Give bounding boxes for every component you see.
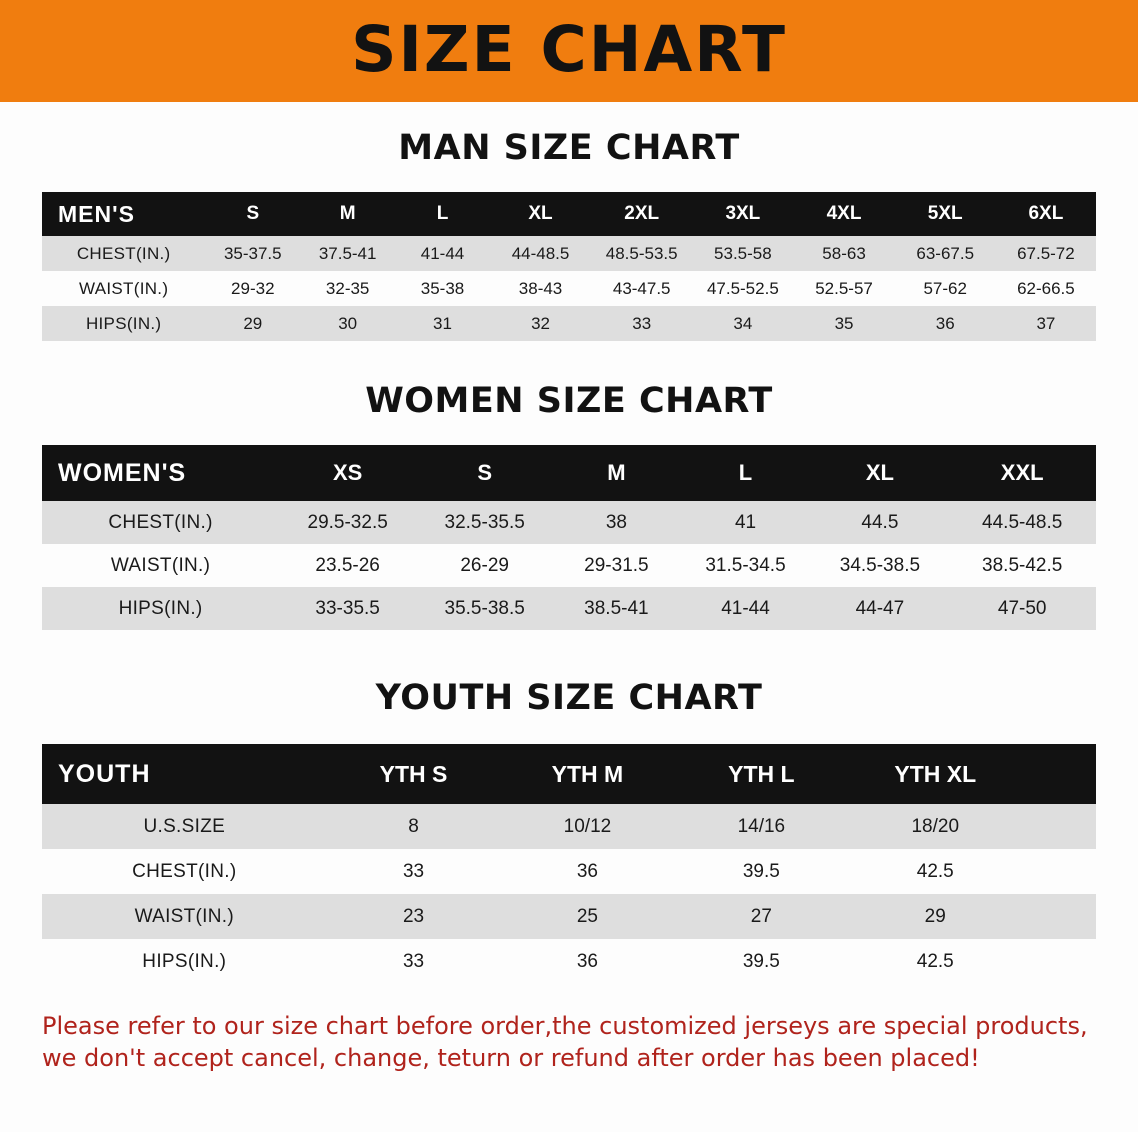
man-row-0-cell-3: 44-48.5 bbox=[511, 243, 570, 263]
women-size-table bbox=[42, 445, 1096, 630]
women-row-1-cell-3: 31.5-34.5 bbox=[705, 554, 786, 576]
women-header-cell-5: XL bbox=[865, 460, 894, 485]
table-row bbox=[42, 501, 1096, 544]
man-row-1-cell-8: 62-66.5 bbox=[1017, 278, 1075, 298]
youth-table-wrapper bbox=[0, 744, 1138, 984]
women-row-2-label: HIPS(IN.) bbox=[118, 597, 203, 619]
women-row-0-label: CHEST(IN.) bbox=[108, 511, 213, 533]
women-row-1-cell-4: 34.5-38.5 bbox=[839, 554, 921, 576]
women-row-2-cell-0: 33-35.5 bbox=[315, 597, 380, 619]
youth-row-0-label: U.S.SIZE bbox=[143, 815, 226, 837]
man-row-0-cell-6: 58-63 bbox=[822, 243, 866, 263]
youth-row-0-cell-3: 18/20 bbox=[911, 815, 960, 837]
youth-row-0-cell-1: 10/12 bbox=[563, 815, 612, 837]
man-row-0-cell-1: 37.5-41 bbox=[318, 243, 377, 263]
man-row-2-cell-3: 32 bbox=[531, 313, 550, 333]
man-header-cell-9: 6XL bbox=[1028, 203, 1064, 224]
youth-row-1-cell-1: 36 bbox=[576, 860, 598, 882]
women-table-wrapper bbox=[0, 445, 1138, 630]
women-row-0-cell-4: 44.5 bbox=[861, 511, 899, 533]
women-row-0-cell-3: 41 bbox=[734, 511, 757, 533]
youth-size-table bbox=[42, 744, 1096, 984]
youth-row-2-cell-3: 29 bbox=[924, 905, 946, 927]
man-table-head bbox=[42, 192, 1096, 236]
youth-row-0-cell-2: 14/16 bbox=[737, 815, 786, 837]
page-title: SIZE CHART bbox=[351, 12, 787, 86]
women-row-2-cell-1: 35.5-38.5 bbox=[444, 597, 525, 619]
women-row-2-cell-3: 41-44 bbox=[721, 597, 770, 619]
man-header-cell-3: L bbox=[436, 203, 449, 224]
man-header-cell-8: 5XL bbox=[927, 203, 963, 224]
youth-row-0-spacer bbox=[1022, 804, 1096, 849]
youth-row-2-spacer bbox=[1022, 894, 1096, 939]
man-row-2-cell-6: 35 bbox=[834, 313, 854, 333]
man-row-2-cell-8: 37 bbox=[1036, 313, 1056, 333]
women-row-0-cell-2: 38 bbox=[605, 511, 627, 533]
disclaimer-line-1: Please refer to our size chart before order,the customized jerseys are special products, bbox=[42, 1012, 1088, 1040]
youth-section-title: YOUTH SIZE CHART bbox=[375, 678, 763, 718]
table-row bbox=[42, 587, 1096, 630]
man-row-1-cell-5: 47.5-52.5 bbox=[706, 278, 779, 298]
man-header-cell-6: 3XL bbox=[725, 203, 761, 224]
man-header-cell-2: M bbox=[339, 203, 356, 224]
man-header-cell-7: 4XL bbox=[826, 203, 862, 224]
man-row-2-cell-4: 33 bbox=[632, 313, 652, 333]
man-row-2-cell-0: 29 bbox=[243, 313, 263, 333]
man-row-2-cell-2: 31 bbox=[433, 313, 452, 333]
man-row-1-cell-3: 38-43 bbox=[518, 278, 563, 298]
man-table-wrapper bbox=[0, 192, 1138, 341]
women-row-1-cell-0: 23.5-26 bbox=[315, 554, 380, 576]
youth-row-3-cell-3: 42.5 bbox=[916, 950, 954, 972]
women-header-cell-3: M bbox=[607, 460, 626, 485]
youth-row-2-cell-1: 25 bbox=[576, 905, 598, 927]
youth-row-1-cell-0: 33 bbox=[402, 860, 425, 882]
man-row-2-cell-1: 30 bbox=[338, 313, 358, 333]
women-row-0-cell-0: 29.5-32.5 bbox=[307, 511, 388, 533]
youth-row-1-spacer bbox=[1022, 849, 1096, 894]
youth-header-spacer bbox=[1022, 744, 1096, 804]
man-row-0-cell-2: 41-44 bbox=[420, 243, 465, 263]
youth-row-2-cell-0: 23 bbox=[402, 905, 425, 927]
women-table-body bbox=[42, 501, 1096, 630]
table-row bbox=[42, 236, 1096, 271]
women-row-0-cell-1: 32.5-35.5 bbox=[444, 511, 525, 533]
man-header-cell-4: XL bbox=[528, 203, 553, 224]
women-row-1-label: WAIST(IN.) bbox=[110, 554, 211, 576]
table-row bbox=[42, 894, 1096, 939]
man-row-2-cell-7: 36 bbox=[935, 313, 955, 333]
youth-header-row bbox=[42, 744, 1096, 804]
youth-header-cell-1: YTH S bbox=[379, 760, 448, 787]
man-header-row bbox=[42, 192, 1096, 236]
youth-header-cell-0: YOUTH bbox=[58, 759, 151, 788]
man-row-0-cell-4: 48.5-53.5 bbox=[605, 243, 678, 263]
man-row-1-label: WAIST(IN.) bbox=[79, 278, 169, 298]
man-header-cell-1: S bbox=[246, 203, 260, 224]
man-table-body bbox=[42, 236, 1096, 341]
youth-row-3-label: HIPS(IN.) bbox=[142, 950, 227, 972]
women-header-cell-2: S bbox=[477, 460, 492, 485]
man-row-2-label: HIPS(IN.) bbox=[85, 313, 162, 333]
women-table-head bbox=[42, 445, 1096, 501]
youth-row-1-cell-2: 39.5 bbox=[742, 860, 780, 882]
youth-row-3-cell-0: 33 bbox=[402, 950, 425, 972]
table-row bbox=[42, 271, 1096, 306]
table-row bbox=[42, 544, 1096, 587]
women-header-cell-1: XS bbox=[332, 460, 363, 485]
youth-row-0-cell-0: 8 bbox=[408, 815, 419, 837]
man-row-0-label: CHEST(IN.) bbox=[76, 243, 171, 263]
disclaimer-note bbox=[42, 1010, 1096, 1075]
youth-row-3-cell-2: 39.5 bbox=[742, 950, 780, 972]
man-header-cell-5: 2XL bbox=[624, 203, 660, 224]
man-row-1-cell-6: 52.5-57 bbox=[815, 278, 873, 298]
man-header-cell-0: MEN'S bbox=[58, 200, 135, 227]
youth-header-cell-3: YTH L bbox=[728, 760, 795, 787]
women-header-cell-6: XXL bbox=[1000, 460, 1044, 485]
table-row bbox=[42, 804, 1096, 849]
youth-row-2-label: WAIST(IN.) bbox=[134, 905, 234, 927]
man-row-1-cell-4: 43-47.5 bbox=[612, 278, 671, 298]
man-row-1-cell-1: 32-35 bbox=[325, 278, 370, 298]
women-row-2-cell-4: 44-47 bbox=[855, 597, 905, 619]
man-row-0-cell-7: 63-67.5 bbox=[916, 243, 975, 263]
women-row-1-cell-5: 38.5-42.5 bbox=[982, 554, 1063, 576]
man-row-0-cell-8: 67.5-72 bbox=[1017, 243, 1075, 263]
man-row-0-cell-5: 53.5-58 bbox=[714, 243, 772, 263]
youth-table-head bbox=[42, 744, 1096, 804]
youth-row-1-label: CHEST(IN.) bbox=[132, 860, 237, 882]
man-row-0-cell-0: 35-37.5 bbox=[223, 243, 282, 263]
women-header-row bbox=[42, 445, 1096, 501]
table-row bbox=[42, 939, 1096, 984]
disclaimer-line-2: we don't accept cancel, change, teturn or refund after order has been placed! bbox=[42, 1044, 980, 1073]
youth-header-cell-2: YTH M bbox=[551, 760, 624, 787]
youth-row-1-cell-3: 42.5 bbox=[916, 860, 954, 882]
women-row-2-cell-2: 38.5-41 bbox=[584, 597, 649, 619]
women-header-cell-4: L bbox=[738, 460, 753, 485]
table-row bbox=[42, 849, 1096, 894]
women-row-0-cell-5: 44.5-48.5 bbox=[982, 511, 1063, 533]
page-banner bbox=[0, 0, 1138, 102]
man-section-title: MAN SIZE CHART bbox=[398, 128, 740, 168]
women-row-2-cell-5: 47-50 bbox=[997, 597, 1047, 619]
youth-row-3-cell-1: 36 bbox=[576, 950, 598, 972]
man-row-2-cell-5: 34 bbox=[733, 313, 753, 333]
man-row-1-cell-2: 35-38 bbox=[420, 278, 465, 298]
table-row bbox=[42, 306, 1096, 341]
women-header-cell-0: WOMEN'S bbox=[58, 458, 187, 487]
women-row-1-cell-1: 26-29 bbox=[460, 554, 509, 576]
youth-header-cell-4: YTH XL bbox=[894, 760, 977, 787]
man-row-1-cell-7: 57-62 bbox=[923, 278, 967, 298]
man-size-table bbox=[42, 192, 1096, 341]
youth-row-2-cell-2: 27 bbox=[750, 905, 772, 927]
women-row-1-cell-2: 29-31.5 bbox=[584, 554, 649, 576]
women-section-title: WOMEN SIZE CHART bbox=[365, 381, 773, 421]
youth-table-body bbox=[42, 804, 1096, 984]
youth-row-3-spacer bbox=[1022, 939, 1096, 984]
man-row-1-cell-0: 29-32 bbox=[231, 278, 275, 298]
